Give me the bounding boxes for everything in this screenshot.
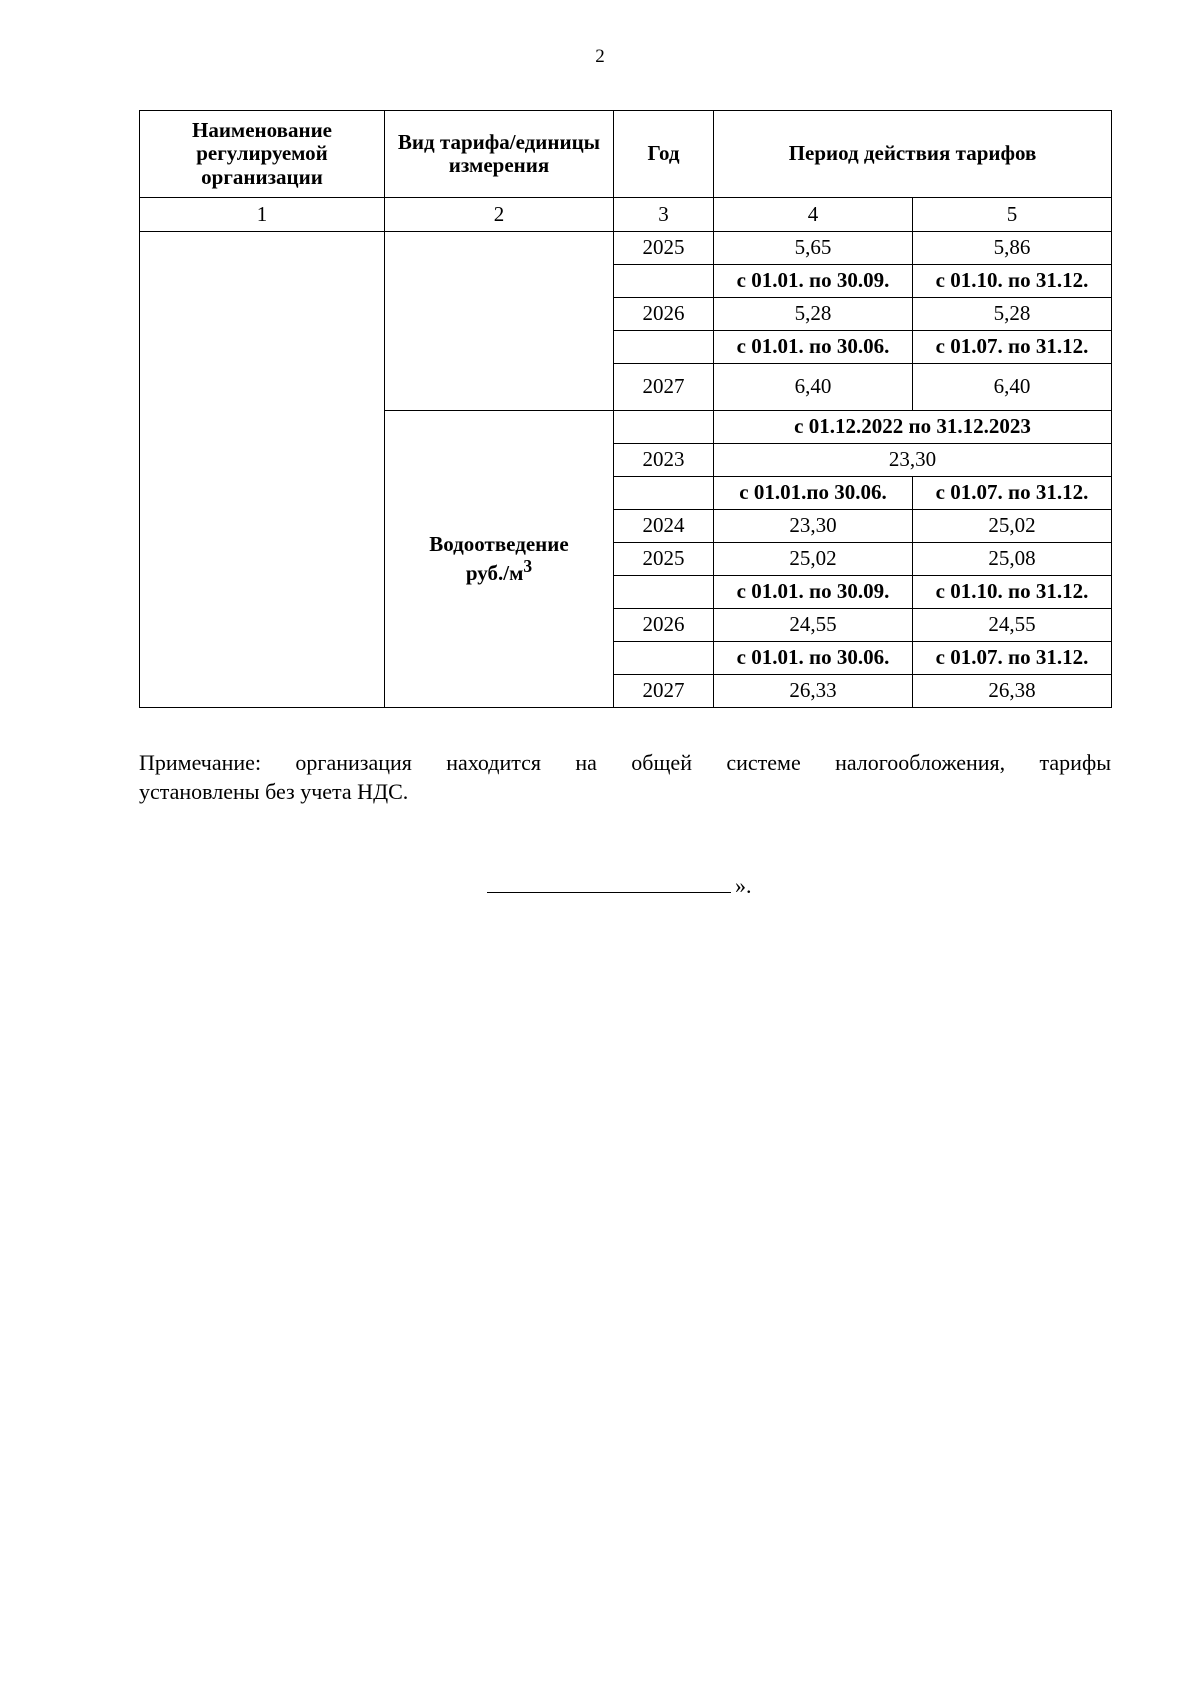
year-cell — [614, 265, 714, 298]
closing-mark — [487, 872, 752, 899]
year-cell — [614, 576, 714, 609]
tariff-type-cell-wastewater — [385, 411, 614, 708]
tariff-value-cell: 6,40 — [714, 364, 913, 411]
year-cell: 2024 — [614, 510, 714, 543]
period-cell: с 01.01. по 30.09. — [714, 576, 913, 609]
column-number: 5 — [913, 198, 1112, 232]
period-cell: с 01.07. по 31.12. — [913, 642, 1112, 675]
tariff-value-cell: 6,40 — [913, 364, 1112, 411]
period-cell: с 01.01. по 30.09. — [714, 265, 913, 298]
tariff-value-cell: 26,38 — [913, 675, 1112, 708]
service-name: Водоотведение — [429, 532, 569, 557]
note-paragraph — [139, 748, 1111, 806]
header-tariff-type: Вид тарифа/единицы измерения — [385, 111, 614, 198]
period-cell: с 01.01. по 30.06. — [714, 331, 913, 364]
tariff-type-cell-section1 — [385, 232, 614, 411]
tariff-table — [139, 110, 1112, 708]
year-cell: 2025 — [614, 232, 714, 265]
tariff-value-cell: 26,33 — [714, 675, 913, 708]
tariff-value-cell: 23,30 — [714, 510, 913, 543]
year-cell — [614, 477, 714, 510]
year-cell: 2023 — [614, 444, 714, 477]
period-cell: с 01.01.по 30.06. — [714, 477, 913, 510]
table-row — [140, 232, 1112, 265]
year-cell: 2026 — [614, 298, 714, 331]
tariff-value-cell: 23,30 — [714, 444, 1112, 477]
year-cell — [614, 642, 714, 675]
year-cell: 2027 — [614, 364, 714, 411]
year-cell: 2025 — [614, 543, 714, 576]
tariff-value-cell: 24,55 — [913, 609, 1112, 642]
page-number: 2 — [595, 46, 605, 67]
signature-line — [487, 872, 731, 893]
period-cell: с 01.07. по 31.12. — [913, 477, 1112, 510]
tariff-value-cell: 25,02 — [913, 510, 1112, 543]
tariff-value-cell: 5,28 — [714, 298, 913, 331]
column-number: 2 — [385, 198, 614, 232]
unit-label: $руб./м^3$ — [465, 555, 533, 585]
year-cell — [614, 331, 714, 364]
column-number: 3 — [614, 198, 714, 232]
period-cell: с 01.07. по 31.12. — [913, 331, 1112, 364]
tariff-value-cell: 5,86 — [913, 232, 1112, 265]
note-line: Примечание: организация находится на общей системе налогообложения, тарифы — [139, 750, 1111, 775]
tariff-value-cell: 25,08 — [913, 543, 1112, 576]
tariff-value-cell: 5,28 — [913, 298, 1112, 331]
tariff-value-cell: 5,65 — [714, 232, 913, 265]
column-number: 4 — [714, 198, 913, 232]
tariff-value-cell: 25,02 — [714, 543, 913, 576]
period-cell: с 01.01. по 30.06. — [714, 642, 913, 675]
closing-quote: ». — [735, 873, 752, 898]
column-number: 1 — [140, 198, 385, 232]
period-cell: с 01.10. по 31.12. — [913, 576, 1112, 609]
header-year: Год — [614, 111, 714, 198]
year-cell: 2027 — [614, 675, 714, 708]
org-name-cell — [140, 232, 385, 708]
table-header-row — [140, 111, 1112, 198]
header-org-name: Наименование регулируемой организации — [140, 111, 385, 198]
tariff-value-cell: 24,55 — [714, 609, 913, 642]
year-cell — [614, 411, 714, 444]
header-period: Период действия тарифов — [714, 111, 1112, 198]
period-cell: с 01.12.2022 по 31.12.2023 — [714, 411, 1112, 444]
year-cell: 2026 — [614, 609, 714, 642]
note-line: установлены без учета НДС. — [139, 779, 409, 804]
column-number-row — [140, 198, 1112, 232]
period-cell: с 01.10. по 31.12. — [913, 265, 1112, 298]
